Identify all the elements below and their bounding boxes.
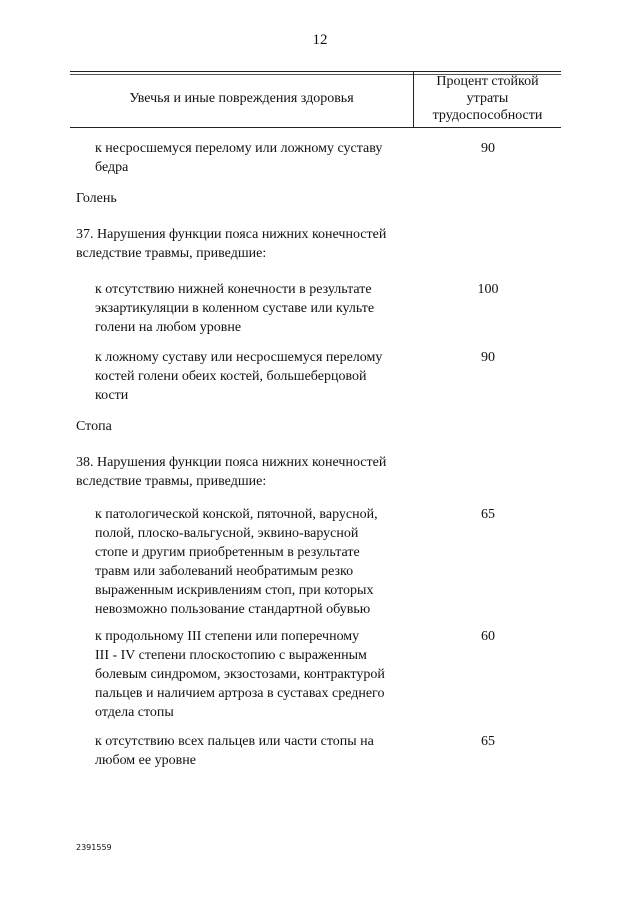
entry-text: к отсутствию нижней конечности в результате экзартикуляции в коленном суставе или культе голени на любом уровне <box>95 282 375 335</box>
entry-value: 90 <box>481 141 495 156</box>
entry-value: 60 <box>481 629 495 644</box>
section-heading-foot: Стопа <box>76 419 112 434</box>
entry-value: 90 <box>481 350 495 365</box>
table-header-bottom-rule <box>70 127 561 128</box>
header-percent-column: Процент стойкой утраты трудоспособности <box>432 74 543 123</box>
entry-text: к патологической конской, пяточной, варусной, полой, плоско-вальгусной, эквино-варусной стопе и другим приобретенным в результате травм или заболеваний необратимым резко выраженным искривлениям стоп, при которых невозможно пользование стандартной обувью <box>95 507 378 617</box>
item-38-heading: 38. Нарушения функции пояса нижних конечностей вследствие травмы, приведшие: <box>76 455 387 489</box>
page-number: 12 <box>312 32 328 48</box>
document-code: 2391559 <box>76 843 112 852</box>
entry-value: 100 <box>477 282 499 297</box>
entry-text: к отсутствию всех пальцев или части стопы на любом ее уровне <box>95 734 374 768</box>
entry-value: 65 <box>481 734 495 749</box>
section-heading-shin: Голень <box>76 191 117 206</box>
header-injuries-column: Увечья и иные повреждения здоровья <box>129 91 354 106</box>
table-top-rule <box>70 71 561 72</box>
item-37-heading: 37. Нарушения функции пояса нижних конечностей вследствие травмы, приведшие: <box>76 227 387 261</box>
entry-value: 65 <box>481 507 495 522</box>
entry-text: к ложному суставу или несросшемуся перелому костей голени обеих костей, большеберцовой кости <box>95 350 383 403</box>
entry-text: к несросшемуся перелому или ложному суставу бедра <box>95 141 383 175</box>
entry-text: к продольному III степени или поперечному III - IV степени плоскостопию с выраженным болевым синдромом, экзостозами, контрактурой пальцев и наличием артроза в суставах среднего отдела стопы <box>95 629 385 720</box>
